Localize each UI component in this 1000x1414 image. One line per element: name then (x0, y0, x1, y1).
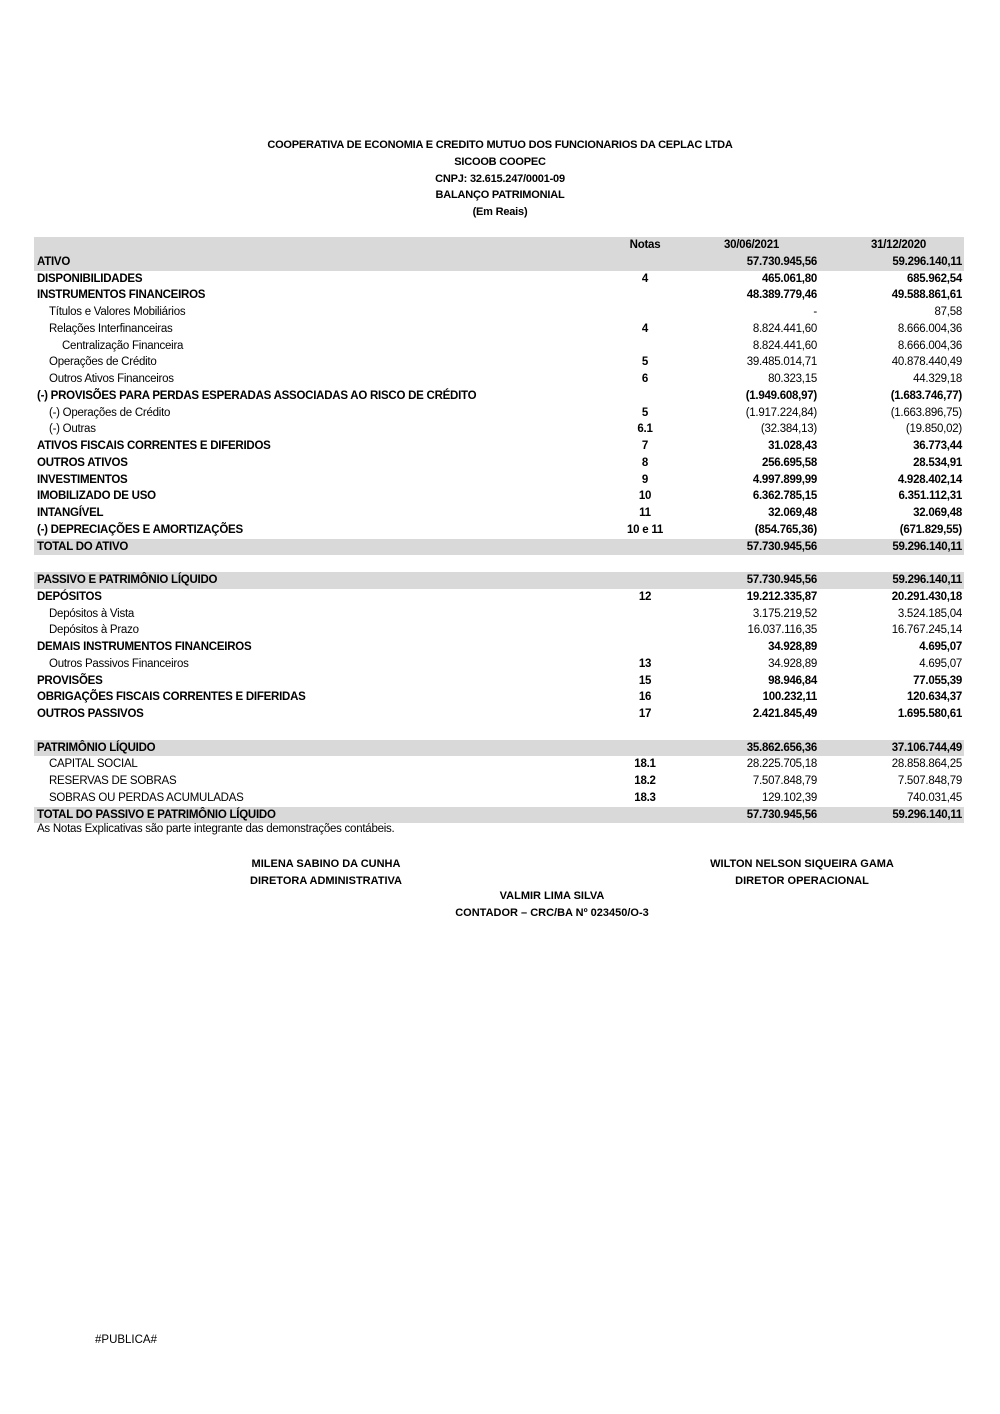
table-row (34, 639, 964, 656)
signature-operational (652, 856, 952, 890)
document-title: BALANÇO PATRIMONIAL (435, 189, 565, 202)
table-row (34, 673, 964, 690)
row-value-2020: 44.329,18 (913, 373, 962, 385)
row-value-2021: 57.730.945,56 (746, 540, 817, 553)
row-value-2021: (1.917.224,84) (745, 406, 817, 419)
row-value-2020: 59.296.140,11 (892, 540, 962, 553)
row-value-2020: 3.524.185,04 (897, 607, 962, 620)
table-row (34, 405, 964, 422)
row-value-2021: 7.507.848,79 (752, 775, 817, 787)
row-value-2020: 28.534,91 (913, 456, 962, 469)
row-label: PATRIMÔNIO LÍQUIDO (37, 741, 156, 754)
signer-name: VALMIR LIMA SILVA (499, 890, 605, 902)
row-label: RESERVAS DE SOBRAS (49, 775, 177, 787)
row-value-2021: - (813, 306, 817, 318)
signer-role: CONTADOR – CRC/BA Nº 023450/O-3 (455, 907, 649, 919)
col-notas: Notas (629, 239, 661, 251)
row-value-2020: (19.850,02) (905, 423, 962, 436)
row-value-2021: 80.323,15 (768, 373, 817, 385)
table-row (34, 773, 964, 790)
row-value-2021: 57.730.945,56 (746, 808, 817, 821)
table-row (34, 689, 964, 706)
row-nota: 4 (641, 272, 649, 285)
row-label: INSTRUMENTOS FINANCEIROS (37, 289, 206, 302)
row-value-2021: 32.069,48 (768, 507, 817, 519)
row-label: (-) Outras (49, 423, 96, 436)
row-value-2021: 3.175.219,52 (752, 607, 817, 620)
balance-sheet-table (34, 237, 964, 823)
table-row (34, 472, 964, 489)
row-value-2020: 37.106.744,49 (891, 741, 962, 754)
table-row (34, 321, 964, 338)
publication-tag: #PUBLICA# (95, 1334, 158, 1346)
row-value-2020: 32.069,48 (913, 507, 962, 519)
table-row (34, 254, 964, 271)
row-value-2021: 8.824.441,60 (752, 339, 817, 352)
row-value-2020: (1.663.896,75) (890, 406, 962, 419)
table-header-row (34, 237, 964, 254)
row-value-2021: 57.730.945,56 (746, 255, 817, 268)
row-value-2020: 120.634,37 (906, 691, 962, 704)
row-value-2020: 7.507.848,79 (897, 775, 962, 787)
row-value-2020: 40.878.440,49 (891, 356, 962, 369)
col-date2: 31/12/2020 (870, 239, 926, 251)
row-nota: 16 (638, 691, 652, 704)
row-nota: 17 (638, 708, 652, 720)
row-nota: 7 (641, 440, 649, 452)
row-label: Depósitos à Prazo (49, 624, 139, 637)
row-value-2021: (854.765,36) (754, 523, 817, 536)
row-label: (-) DEPRECIAÇÕES E AMORTIZAÇÕES (37, 523, 243, 536)
table-row (34, 354, 964, 371)
row-value-2021: 31.028,43 (768, 440, 817, 452)
row-value-2020: 16.767.245,14 (891, 624, 962, 637)
row-label: (-) PROVISÕES PARA PERDAS ESPERADAS ASSOCIADAS AO RISCO DE CRÉDITO (37, 389, 477, 402)
table-row (34, 539, 964, 556)
row-value-2020: (671.829,55) (899, 523, 962, 536)
row-nota: 5 (641, 356, 649, 369)
row-label: Relações Interfinanceiras (49, 322, 173, 335)
row-label: Títulos e Valores Mobiliários (49, 306, 186, 318)
row-nota: 8 (641, 456, 649, 469)
row-value-2021: 4.997.899,99 (752, 473, 817, 486)
row-value-2020: 4.695,07 (919, 657, 962, 670)
row-value-2020: 4.695,07 (919, 641, 962, 653)
row-label: DISPONIBILIDADES (37, 272, 143, 285)
row-value-2021: 34.928,89 (768, 641, 817, 653)
row-value-2021: (32.384,13) (760, 423, 817, 436)
row-label: OUTROS ATIVOS (37, 456, 128, 469)
row-value-2020: 8.666.004,36 (897, 322, 962, 335)
col-date1: 30/06/2021 (723, 239, 779, 251)
table-row (34, 505, 964, 522)
row-value-2020: 77.055,39 (913, 674, 962, 687)
table-row (34, 606, 964, 623)
row-nota: 6 (641, 373, 649, 385)
row-value-2020: 20.291.430,18 (891, 590, 962, 603)
row-label: Depósitos à Vista (49, 607, 135, 620)
row-value-2020: 59.296.140,11 (892, 574, 962, 586)
row-nota: 10 (638, 490, 652, 503)
row-label: (-) Operações de Crédito (49, 406, 171, 419)
table-row (34, 589, 964, 606)
row-label: PROVISÕES (37, 674, 103, 687)
row-value-2020: 4.928.402,14 (897, 473, 962, 486)
row-value-2021: 39.485.014,71 (746, 356, 817, 369)
signer-name: WILTON NELSON SIQUEIRA GAMA (710, 858, 894, 870)
row-nota: 18.1 (634, 758, 656, 771)
row-value-2021: 129.102,39 (761, 791, 817, 804)
footnote: As Notas Explicativas são parte integrante das demonstrações contábeis. (37, 823, 395, 835)
row-label: DEPÓSITOS (37, 590, 102, 603)
row-label: PASSIVO E PATRIMÔNIO LÍQUIDO (37, 574, 218, 586)
row-value-2021: 48.389.779,46 (746, 289, 817, 302)
row-value-2021: 465.061,80 (761, 272, 817, 285)
spacer-row (34, 555, 964, 572)
cnpj: CNPJ: 32.615.247/0001-09 (435, 172, 565, 185)
row-value-2021: 34.928,89 (768, 657, 817, 670)
row-label: ATIVO (37, 255, 71, 268)
row-label: CAPITAL SOCIAL (49, 758, 138, 771)
row-value-2020: 8.666.004,36 (897, 339, 962, 352)
row-nota: 10 e 11 (627, 523, 663, 536)
row-label: TOTAL DO ATIVO (37, 540, 129, 553)
row-value-2021: 256.695,58 (761, 456, 817, 469)
row-value-2020: (1.683.746,77) (890, 389, 962, 402)
row-label: Operações de Crédito (49, 356, 157, 369)
row-nota: 9 (641, 473, 649, 486)
row-value-2021: 98.946,84 (768, 674, 817, 687)
row-nota: 5 (641, 406, 649, 419)
row-label: OBRIGAÇÕES FISCAIS CORRENTES E DIFERIDAS (37, 691, 306, 704)
table-row (34, 304, 964, 321)
row-label: Centralização Financeira (62, 339, 184, 352)
company-name: COOPERATIVA DE ECONOMIA E CREDITO MUTUO DOS FUNCIONARIOS DA CEPLAC LTDA (267, 139, 733, 151)
table-row (34, 756, 964, 773)
table-row (34, 287, 964, 304)
signer-role: DIRETORA ADMINISTRATIVA (250, 875, 402, 887)
row-nota: 18.2 (634, 775, 656, 787)
row-value-2021: 16.037.116,35 (747, 624, 817, 637)
table-row (34, 807, 964, 824)
row-value-2020: 1.695.580,61 (897, 708, 962, 720)
row-value-2020: 28.858.864,25 (891, 758, 962, 771)
row-value-2020: 49.588.861,61 (891, 289, 962, 302)
row-value-2020: 740.031,45 (906, 791, 962, 804)
row-value-2020: 59.296.140,11 (892, 255, 962, 268)
row-value-2020: 36.773,44 (913, 440, 962, 452)
row-nota: 4 (641, 322, 649, 335)
table-row (34, 371, 964, 388)
row-value-2021: 28.225.705,18 (746, 758, 817, 771)
row-label: Outros Passivos Financeiros (49, 657, 189, 670)
table-row (34, 455, 964, 472)
document-header (0, 137, 1000, 221)
table-row (34, 622, 964, 639)
signer-name: MILENA SABINO DA CUNHA (251, 858, 401, 870)
signer-role: DIRETOR OPERACIONAL (735, 875, 869, 887)
signature-accountant (402, 888, 702, 922)
row-label: OUTROS PASSIVOS (37, 708, 144, 720)
row-label: DEMAIS INSTRUMENTOS FINANCEIROS (37, 641, 252, 653)
row-value-2021: 2.421.845,49 (752, 708, 817, 720)
row-label: INTANGÍVEL (37, 507, 104, 519)
row-label: SOBRAS OU PERDAS ACUMULADAS (49, 791, 244, 804)
row-label: ATIVOS FISCAIS CORRENTES E DIFERIDOS (37, 440, 271, 452)
table-row (34, 438, 964, 455)
table-row (34, 388, 964, 405)
row-value-2021: 35.862.656,36 (746, 741, 817, 754)
table-row (34, 656, 964, 673)
row-label: Outros Ativos Financeiros (49, 373, 174, 385)
table-row (34, 421, 964, 438)
row-nota: 12 (638, 590, 652, 603)
row-value-2021: 6.362.785,15 (752, 490, 817, 503)
table-row (34, 488, 964, 505)
row-value-2021: 19.212.335,87 (746, 590, 817, 603)
row-value-2020: 59.296.140,11 (892, 808, 962, 821)
table-row (34, 271, 964, 288)
signature-administrative (176, 856, 476, 890)
table-row (34, 522, 964, 539)
row-nota: 6.1 (637, 423, 653, 436)
row-nota: 13 (638, 657, 652, 670)
row-label: TOTAL DO PASSIVO E PATRIMÔNIO LÍQUIDO (37, 808, 276, 821)
row-label: IMOBILIZADO DE USO (37, 490, 156, 503)
row-nota: 15 (638, 674, 652, 687)
brand-name: SICOOB COOPEC (454, 155, 546, 168)
row-nota: 18.3 (634, 791, 656, 804)
row-value-2021: 100.232,11 (762, 691, 817, 704)
table-row (34, 572, 964, 589)
row-nota: 11 (639, 507, 651, 519)
row-value-2020: 87,58 (934, 306, 962, 318)
currency-unit: (Em Reais) (472, 206, 528, 219)
row-value-2020: 6.351.112,31 (898, 490, 962, 503)
row-value-2021: (1.949.608,97) (745, 389, 817, 402)
table-row (34, 740, 964, 757)
row-label: INVESTIMENTOS (37, 473, 128, 486)
row-value-2021: 8.824.441,60 (752, 322, 817, 335)
row-value-2021: 57.730.945,56 (746, 574, 817, 586)
row-value-2020: 685.962,54 (906, 272, 962, 285)
spacer-row (34, 723, 964, 740)
table-row (34, 790, 964, 807)
table-row (34, 706, 964, 723)
table-row (34, 338, 964, 355)
